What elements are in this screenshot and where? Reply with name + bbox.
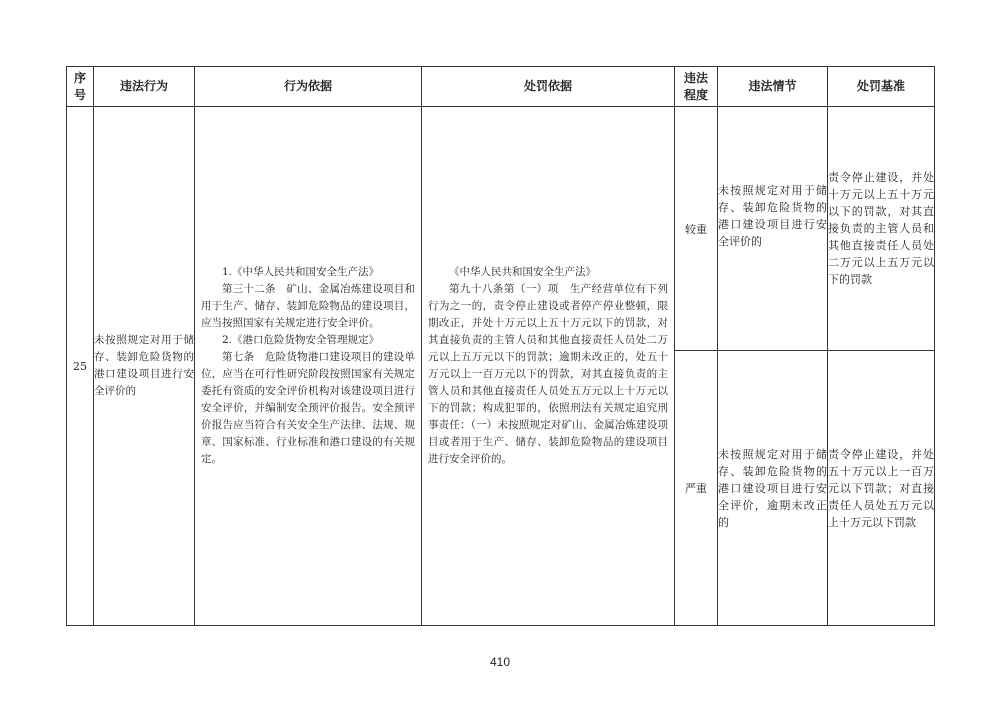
circumstance-serious: 未按照规定对用于储存、装卸危险货物的港口建设项目进行安全评价的 bbox=[718, 107, 828, 351]
penalty-law-title: 《中华人民共和国安全生产法》 bbox=[449, 266, 596, 278]
degree-serious: 较重 bbox=[675, 107, 718, 351]
row-violation: 未按照规定对用于储存、装卸危险货物的港口建设项目进行安全评价的 bbox=[94, 107, 195, 626]
basis-law-title: 1.《中华人民共和国安全生产法》 bbox=[222, 266, 380, 278]
page-number: 410 bbox=[489, 655, 511, 669]
header-penalty-basis: 处罚依据 bbox=[422, 67, 675, 107]
header-degree: 违法程度 bbox=[675, 67, 718, 107]
standard-serious: 责令停止建设，并处十万元以上五十万元以下的罚款，对其直接负责的主管人员和其他直接责任人员处二万元以上五万元以下的罚款 bbox=[828, 107, 935, 351]
basis-law-article: 第三十二条 矿山、金属冶炼建设项目和用于生产、储存、装卸危险物品的建设项目，应当按照国家有关规定进行安全评价。 bbox=[201, 283, 415, 329]
basis-rule-title: 2.《港口危险货物安全管理规定》 bbox=[222, 334, 380, 346]
header-violation: 违法行为 bbox=[94, 67, 195, 107]
row-penalty-basis bbox=[422, 107, 675, 626]
header-circumstance: 违法情节 bbox=[718, 67, 828, 107]
header-standard: 处罚基准 bbox=[828, 67, 935, 107]
circumstance-severe: 未按照规定对用于储存、装卸危险货物的港口建设项目进行安全评价，逾期未改正的 bbox=[718, 351, 828, 626]
standard-severe: 责令停止建设，并处五十万元以上一百万元以下罚款；对直接责任人员处五万元以上十万元以下罚款 bbox=[828, 351, 935, 626]
header-basis: 行为依据 bbox=[195, 67, 422, 107]
row-basis bbox=[195, 107, 422, 626]
table-row bbox=[67, 107, 935, 351]
penalty-law-article: 第九十八条第（一）项 生产经营单位有下列行为之一的，责令停止建设或者停产停业整顿，限期改正，并处十万元以上五十万元以下的罚款，对其直接负责的主管人员和其他直接责任人员处二万元以上五万元以下的罚款；逾期未改正的，处五十万元以上一百万元以下的罚款，对其直接负责的主管人员和其他直接责任人员处五万元以上十万元以下的罚款；构成犯罪的，依照刑法有关规定追究刑事责任：（一）未按照规定对矿山、金属冶炼建设项目或者用于生产、储存、装卸危险物品的建设项目进行安全评价的。 bbox=[428, 283, 668, 465]
penalty-table bbox=[66, 66, 935, 626]
degree-severe: 严重 bbox=[675, 351, 718, 626]
header-row bbox=[67, 67, 935, 107]
basis-rule-article: 第七条 危险货物港口建设项目的建设单位，应当在可行性研究阶段按照国家有关规定委托有资质的安全评价机构对该建设项目进行安全评价，并编制安全预评价报告。安全预评价报告应当符合有关安全生产法律、法规、规章、国家标准、行业标准和港口建设的有关规定。 bbox=[201, 351, 415, 465]
row-seq: 25 bbox=[67, 107, 94, 626]
header-seq: 序号 bbox=[67, 67, 94, 107]
